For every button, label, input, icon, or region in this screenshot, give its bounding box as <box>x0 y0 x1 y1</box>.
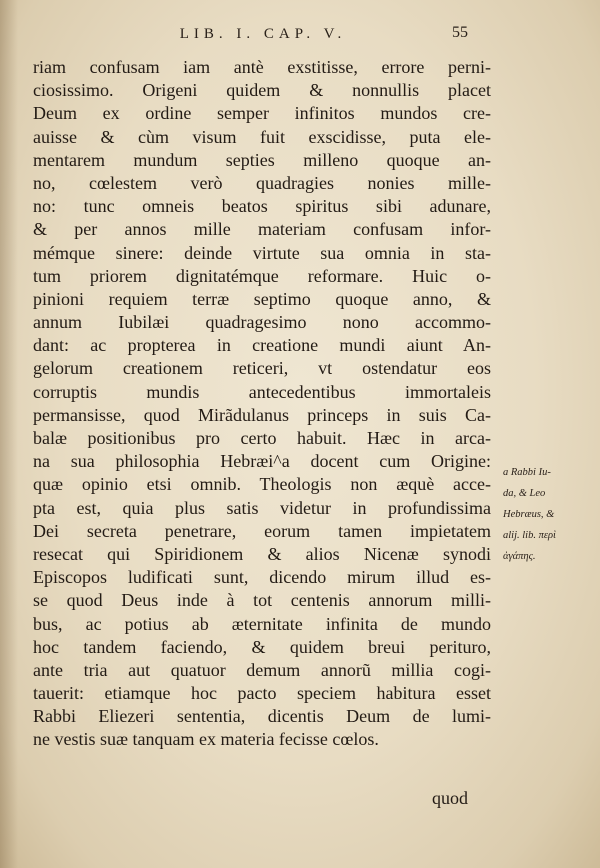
running-head: LIB. I. CAP. V. <box>179 26 347 42</box>
text-line: bus, ac potius ab æternitate infinita de mundo <box>33 613 491 634</box>
text-line: ne vestis suæ tanquam ex materia fecisse cœlos. <box>33 729 379 750</box>
text-line: pinioni requiem terræ septimo quoque anno, & <box>33 288 491 309</box>
marginal-note-line: ἀγάπης. <box>503 551 536 562</box>
main-text-block <box>33 56 491 752</box>
text-line: annum Iubilæi quadragesimo nono accommo- <box>33 312 491 333</box>
text-line: Episcopos ludificati sunt, dicendo mirum illud es- <box>33 567 491 588</box>
catchword: quod <box>432 788 468 808</box>
text-line: permansisse, quod Mirãdulanus princeps in suis Ca- <box>33 404 491 425</box>
text-line: balæ positionibus pro certo habuit. Hæc in arca- <box>33 428 491 448</box>
text-line: gelorum creationem reticeri, vt ostendatur eos <box>33 358 491 379</box>
text-line: mentarem mundum septies milleno quoque an- <box>33 149 491 170</box>
text-line: corruptis mundis antecedentibus immortaleis <box>33 381 491 402</box>
marginal-note-line: da, & Leo <box>503 488 546 499</box>
text-line: & per annos mille materiam confusam infor- <box>33 219 491 240</box>
text-line: mémque sinere: deinde virtute sua omnia in sta- <box>33 242 491 263</box>
marginal-note-line: alij. lib. περὶ <box>503 530 556 541</box>
text-line: ante tria aut quatuor demum annorũ millia cogi- <box>33 659 491 680</box>
text-line: quæ opinio etsi omnib. Theologis non æquè acce- <box>33 474 491 495</box>
text-line: pta est, quia plus satis videtur in profundissima <box>33 497 491 518</box>
text-line: riam confusam iam antè exstitisse, errore perni- <box>33 57 491 77</box>
marginal-note-line: Hebræus, & <box>503 509 555 520</box>
text-line: ciosissimo. Origeni quidem & nonnullis placet <box>33 80 491 101</box>
text-line: dant: ac propterea in creatione mundi aiunt An- <box>33 335 491 356</box>
text-line: tum priorem dignitatémque reformare. Huic o- <box>33 265 491 286</box>
text-line: resecat qui Spiridionem & alios Nicenæ synodi <box>33 543 491 564</box>
text-line: tauerit: etiamque hoc pacto speciem habitura esset <box>33 683 491 704</box>
text-line: auisse & cùm visum fuit exscidisse, puta ele- <box>33 126 491 147</box>
marginal-note <box>503 462 595 567</box>
text-line: no: tunc omneis beatos spiritus sibi adunare, <box>33 196 491 217</box>
text-line: no, cœlestem verò quadragies nonies mille- <box>33 172 491 193</box>
page-number: 55 <box>452 24 468 41</box>
text-line: hoc tandem faciendo, & quidem breui perituro, <box>33 636 491 657</box>
text-line: Rabbi Eliezeri sententia, dicentis Deum de lumi- <box>33 706 491 727</box>
text-line: se quod Deus inde à tot centenis annorum milli- <box>33 590 491 611</box>
text-line: Dei secreta penetrare, eorum tamen impietatem <box>33 520 491 541</box>
marginal-note-line: a Rabbi Iu- <box>503 467 551 478</box>
text-line: na sua philosophia Hebræi^a docent cum Origine: <box>33 451 491 472</box>
text-line: Deum ex ordine semper infinitos mundos cre- <box>33 103 491 124</box>
